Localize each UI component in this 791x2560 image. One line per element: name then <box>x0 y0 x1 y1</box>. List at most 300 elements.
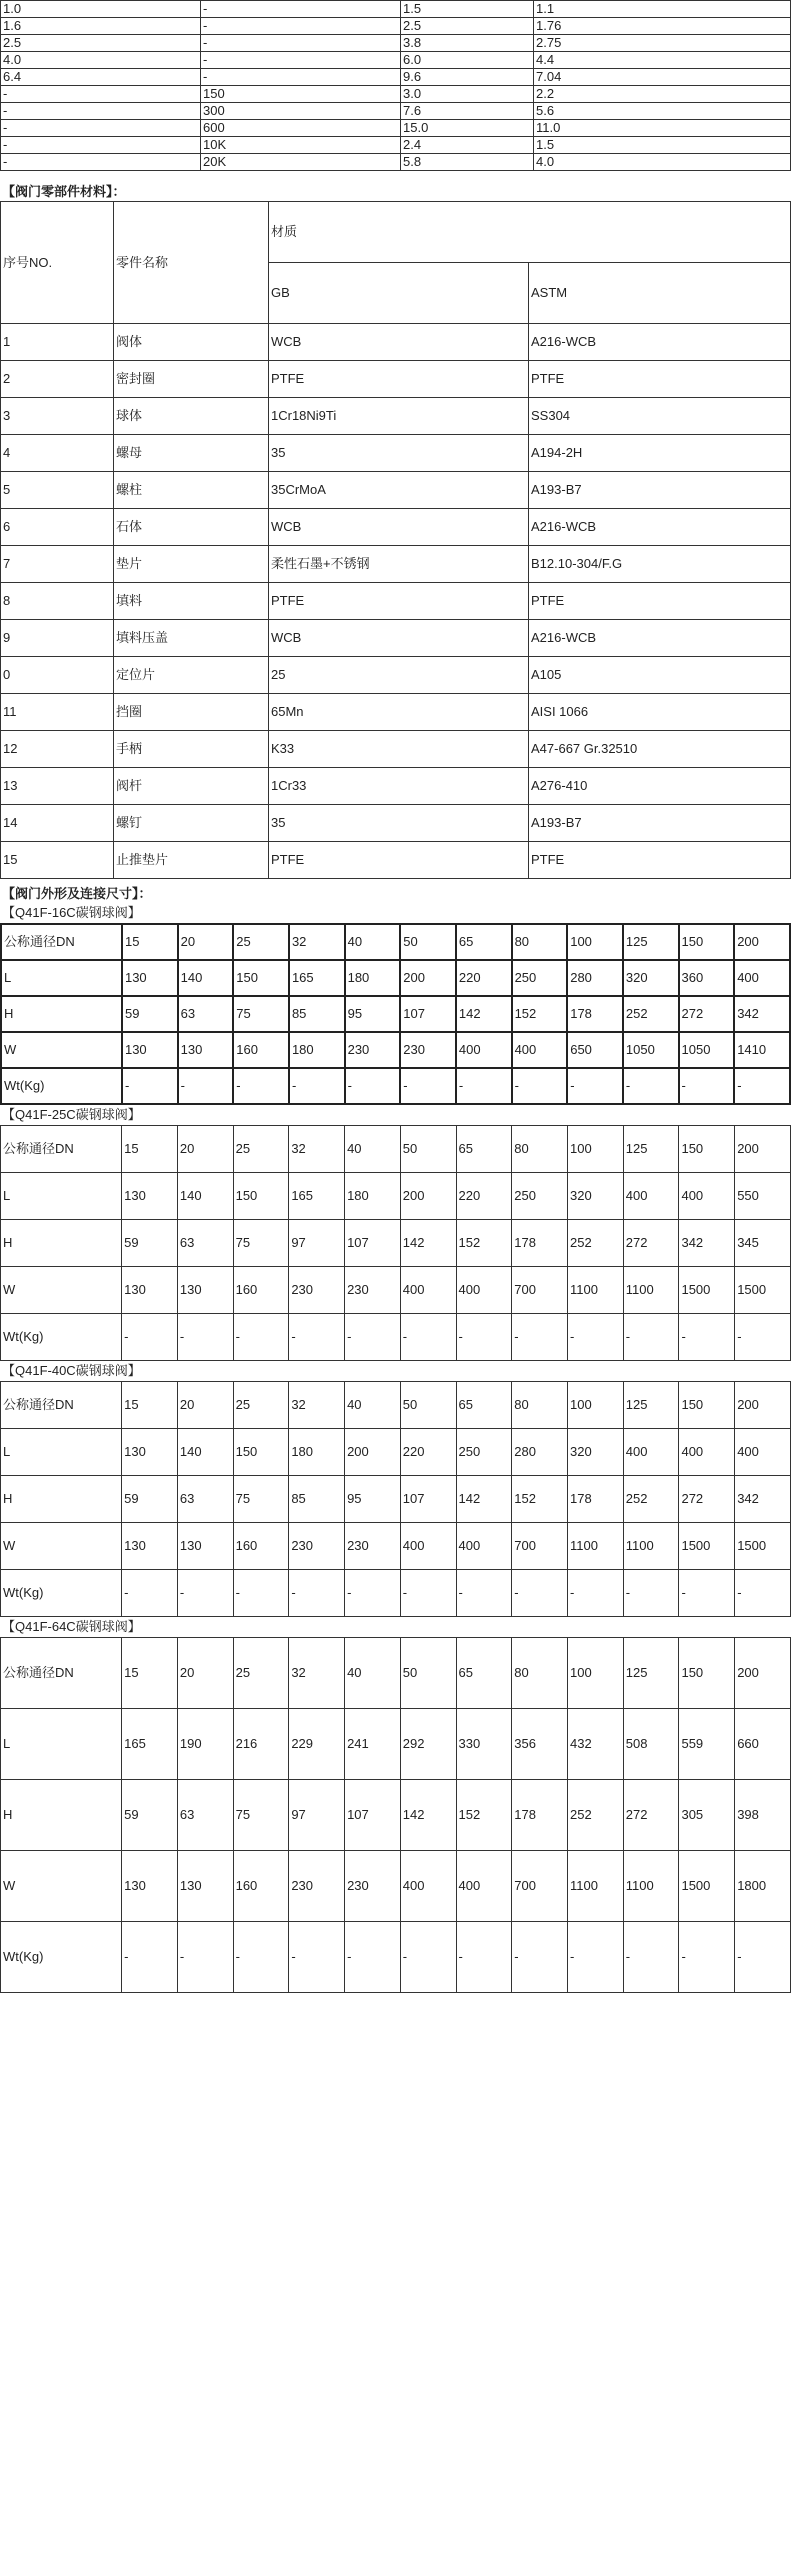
table-cell: 140 <box>178 960 234 996</box>
table-cell: - <box>568 1314 624 1361</box>
header-material: 材质 <box>269 202 791 263</box>
table-cell: 178 <box>568 1476 624 1523</box>
table-cell: 252 <box>623 996 679 1032</box>
table-cell: 7 <box>1 546 114 583</box>
table-cell: 107 <box>400 996 456 1032</box>
table-row <box>1 1068 790 1104</box>
table-cell: - <box>289 1922 345 1993</box>
table-cell: 3.0 <box>401 86 534 103</box>
material-row <box>1 842 791 879</box>
table-cell: 559 <box>679 1709 735 1780</box>
table-cell: 1.0 <box>1 1 201 18</box>
table-cell: 100 <box>568 1382 624 1429</box>
table-cell: A193-B7 <box>529 472 791 509</box>
table-row <box>1 1851 791 1922</box>
table-row <box>1 52 791 69</box>
table-cell: 1100 <box>568 1267 624 1314</box>
table-cell: 320 <box>623 960 679 996</box>
table-cell: 550 <box>735 1173 791 1220</box>
table-cell: K33 <box>269 731 529 768</box>
table-cell: 1.1 <box>534 1 791 18</box>
table-cell: 180 <box>289 1032 345 1068</box>
table-cell: 230 <box>345 1851 401 1922</box>
table-cell: - <box>201 52 401 69</box>
material-row <box>1 620 791 657</box>
table-cell: W <box>1 1267 122 1314</box>
table-cell: 125 <box>623 1382 679 1429</box>
table-row <box>1 1709 791 1780</box>
table-cell: H <box>1 1780 122 1851</box>
table-cell: 107 <box>400 1476 456 1523</box>
table-cell: 400 <box>623 1429 679 1476</box>
table-cell: 160 <box>233 1032 289 1068</box>
table-cell: 660 <box>735 1709 791 1780</box>
table-cell: 11.0 <box>534 120 791 137</box>
table-cell: - <box>177 1314 233 1361</box>
table-cell: 40 <box>345 1638 401 1709</box>
table-cell: 1.6 <box>1 18 201 35</box>
table-cell: PTFE <box>269 842 529 879</box>
table-cell: - <box>1 154 201 171</box>
table-cell: 152 <box>456 1220 512 1267</box>
table-cell: - <box>568 1570 624 1617</box>
table-cell: 1500 <box>679 1267 735 1314</box>
table-cell: 142 <box>456 1476 512 1523</box>
table-row <box>1 86 791 103</box>
table-cell: 305 <box>679 1780 735 1851</box>
table-cell: 130 <box>177 1267 233 1314</box>
table-row <box>1 924 790 960</box>
table-cell: 1100 <box>623 1523 679 1570</box>
table-cell: 230 <box>345 1032 401 1068</box>
table-cell: 400 <box>456 1851 512 1922</box>
table-cell: PTFE <box>269 583 529 620</box>
table-cell: 252 <box>623 1476 679 1523</box>
table-cell: 1Cr18Ni9Ti <box>269 398 529 435</box>
table-cell: 阀杆 <box>114 768 269 805</box>
table-cell: 35CrMoA <box>269 472 529 509</box>
table-cell: 1.5 <box>401 1 534 18</box>
table-cell: - <box>735 1922 791 1993</box>
materials-header-row <box>1 202 791 263</box>
table-cell: 400 <box>456 1523 512 1570</box>
table-cell: - <box>1 86 201 103</box>
table-cell: 230 <box>345 1523 401 1570</box>
table-cell: 15 <box>1 842 114 879</box>
table-cell: 165 <box>289 960 345 996</box>
table-cell: 180 <box>289 1429 345 1476</box>
table-cell: 2 <box>1 361 114 398</box>
material-row <box>1 731 791 768</box>
table-cell: - <box>289 1068 345 1104</box>
table-cell: 230 <box>400 1032 456 1068</box>
table-cell: 1500 <box>735 1267 791 1314</box>
table-cell: - <box>568 1922 624 1993</box>
table-cell: 25 <box>233 1126 289 1173</box>
table-cell: 200 <box>400 1173 456 1220</box>
table-cell: 142 <box>400 1780 456 1851</box>
table-row <box>1 35 791 52</box>
table-cell: - <box>177 1922 233 1993</box>
table-cell: 252 <box>568 1780 624 1851</box>
table-cell: L <box>1 960 122 996</box>
table-cell: - <box>178 1068 234 1104</box>
table-cell: 130 <box>122 960 178 996</box>
table-cell: 6.0 <box>401 52 534 69</box>
table-row <box>1 1429 791 1476</box>
table-cell: - <box>512 1068 568 1104</box>
table-cell: 40 <box>345 1126 401 1173</box>
table-row <box>1 960 790 996</box>
table-row <box>1 1570 791 1617</box>
table-cell: 165 <box>122 1709 178 1780</box>
table-cell: - <box>623 1570 679 1617</box>
table-cell: 100 <box>568 1126 624 1173</box>
table-cell: 5.6 <box>534 103 791 120</box>
table-cell: 35 <box>269 435 529 472</box>
table-cell: 密封圈 <box>114 361 269 398</box>
table-cell: H <box>1 996 122 1032</box>
table-cell: 400 <box>679 1429 735 1476</box>
table-cell: 1500 <box>679 1523 735 1570</box>
table-cell: 130 <box>122 1429 178 1476</box>
table-cell: A216-WCB <box>529 324 791 361</box>
material-row <box>1 398 791 435</box>
dimension-table-caption: 【Q41F-25C碳钢球阀】 <box>2 1107 141 1122</box>
table-cell: - <box>345 1570 401 1617</box>
table-cell: - <box>289 1314 345 1361</box>
table-cell: 190 <box>177 1709 233 1780</box>
table-cell: 178 <box>512 1220 568 1267</box>
table-cell: PTFE <box>529 583 791 620</box>
table-cell: WCB <box>269 509 529 546</box>
table-cell: - <box>512 1314 568 1361</box>
table-cell: 250 <box>456 1429 512 1476</box>
table-cell: 公称通径DN <box>1 1126 122 1173</box>
table-cell: 80 <box>512 1382 568 1429</box>
table-cell: L <box>1 1173 122 1220</box>
table-cell: 160 <box>233 1523 289 1570</box>
table-cell: B12.10-304/F.G <box>529 546 791 583</box>
table-cell: 20K <box>201 154 401 171</box>
table-cell: 280 <box>512 1429 568 1476</box>
table-cell: 40 <box>345 924 401 960</box>
table-cell: 432 <box>568 1709 624 1780</box>
table-cell: 1.5 <box>534 137 791 154</box>
table-cell: 球体 <box>114 398 269 435</box>
table-cell: 80 <box>512 1126 568 1173</box>
table-row <box>1 1267 791 1314</box>
table-cell: - <box>623 1314 679 1361</box>
table-cell: 150 <box>679 1126 735 1173</box>
table-row <box>1 1476 791 1523</box>
table-cell: 1100 <box>568 1851 624 1922</box>
table-row <box>1 1523 791 1570</box>
table-cell: 手柄 <box>114 731 269 768</box>
material-row <box>1 546 791 583</box>
table-row <box>1 1126 791 1173</box>
material-row <box>1 509 791 546</box>
table-cell: 300 <box>201 103 401 120</box>
table-cell: 63 <box>177 1220 233 1267</box>
dimension-table <box>0 1125 791 1361</box>
table-cell: 292 <box>400 1709 456 1780</box>
material-row <box>1 657 791 694</box>
table-cell: 140 <box>177 1429 233 1476</box>
table-cell: 2.5 <box>1 35 201 52</box>
table-cell: 150 <box>233 960 289 996</box>
table-cell: PTFE <box>529 361 791 398</box>
table-cell: 400 <box>456 1032 512 1068</box>
table-cell: 63 <box>177 1780 233 1851</box>
table-cell: 1 <box>1 324 114 361</box>
table-cell: - <box>345 1922 401 1993</box>
table-cell: - <box>679 1922 735 1993</box>
material-row <box>1 583 791 620</box>
table-cell: - <box>289 1570 345 1617</box>
table-cell: 400 <box>400 1851 456 1922</box>
material-row <box>1 805 791 842</box>
table-cell: 200 <box>345 1429 401 1476</box>
table-cell: - <box>1 120 201 137</box>
table-cell: 180 <box>345 1173 401 1220</box>
table-cell: 400 <box>623 1173 679 1220</box>
table-cell: 50 <box>400 1382 456 1429</box>
table-cell: 35 <box>269 805 529 842</box>
table-cell: 75 <box>233 1476 289 1523</box>
table-cell: 1800 <box>735 1851 791 1922</box>
table-cell: 130 <box>122 1032 178 1068</box>
table-cell: 定位片 <box>114 657 269 694</box>
material-row <box>1 472 791 509</box>
table-cell: 7.6 <box>401 103 534 120</box>
materials-table <box>0 201 791 879</box>
table-cell: 100 <box>567 924 623 960</box>
table-row <box>1 120 791 137</box>
table-cell: 85 <box>289 1476 345 1523</box>
table-cell: 220 <box>456 1173 512 1220</box>
table-cell: 柔性石墨+不锈钢 <box>269 546 529 583</box>
table-cell: - <box>512 1570 568 1617</box>
table-cell: 230 <box>345 1267 401 1314</box>
table-row <box>1 154 791 171</box>
table-cell: 20 <box>178 924 234 960</box>
table-cell: PTFE <box>529 842 791 879</box>
table-cell: 165 <box>289 1173 345 1220</box>
table-row <box>1 1032 790 1068</box>
table-cell: 178 <box>567 996 623 1032</box>
table-cell: 4.0 <box>1 52 201 69</box>
table-cell: H <box>1 1476 122 1523</box>
table-row <box>1 1382 791 1429</box>
table-cell: A276-410 <box>529 768 791 805</box>
table-cell: 97 <box>289 1220 345 1267</box>
table-cell: 14 <box>1 805 114 842</box>
table-cell: H <box>1 1220 122 1267</box>
table-cell: 公称通径DN <box>1 1382 122 1429</box>
header-gb: GB <box>269 263 529 324</box>
table-cell: Wt(Kg) <box>1 1922 122 1993</box>
table-cell: - <box>623 1922 679 1993</box>
table-cell: 59 <box>122 1220 178 1267</box>
table-cell: - <box>345 1314 401 1361</box>
table-cell: 20 <box>177 1638 233 1709</box>
table-cell: 5.8 <box>401 154 534 171</box>
table-cell: 400 <box>512 1032 568 1068</box>
table-cell: 152 <box>512 1476 568 1523</box>
table-cell: A194-2H <box>529 435 791 472</box>
table-cell: 65 <box>456 1382 512 1429</box>
table-cell: 508 <box>623 1709 679 1780</box>
table-cell: 50 <box>400 924 456 960</box>
table-cell: 止推垫片 <box>114 842 269 879</box>
header-name: 零件名称 <box>114 202 269 324</box>
table-cell: - <box>122 1068 178 1104</box>
table-cell: 2.75 <box>534 35 791 52</box>
table-cell: 700 <box>512 1851 568 1922</box>
table-cell: 32 <box>289 924 345 960</box>
table-cell: 216 <box>233 1709 289 1780</box>
table-cell: AISI 1066 <box>529 694 791 731</box>
table-cell: Wt(Kg) <box>1 1314 122 1361</box>
table-cell: 250 <box>512 1173 568 1220</box>
table-cell: 1100 <box>568 1523 624 1570</box>
table-cell: A193-B7 <box>529 805 791 842</box>
table-cell: - <box>122 1922 178 1993</box>
table-cell: 160 <box>233 1851 289 1922</box>
table-cell: 12 <box>1 731 114 768</box>
table-cell: - <box>1 103 201 120</box>
dimensions-title: 【阀门外形及连接尺寸】： <box>2 886 152 901</box>
table-cell: 130 <box>122 1173 178 1220</box>
table-cell: 1Cr33 <box>269 768 529 805</box>
table-cell: W <box>1 1032 122 1068</box>
table-row <box>1 1780 791 1851</box>
table-cell: 4.0 <box>534 154 791 171</box>
table-cell: 130 <box>122 1523 178 1570</box>
table-cell: 3 <box>1 398 114 435</box>
table-cell: 700 <box>512 1523 568 1570</box>
table-cell: 2.5 <box>401 18 534 35</box>
material-row <box>1 361 791 398</box>
table-cell: 75 <box>233 1780 289 1851</box>
table-cell: 32 <box>289 1126 345 1173</box>
table-cell: 95 <box>345 996 401 1032</box>
table-cell: 32 <box>289 1638 345 1709</box>
table-cell: 142 <box>400 1220 456 1267</box>
table-cell: 330 <box>456 1709 512 1780</box>
pressure-table <box>0 0 791 171</box>
table-cell: 342 <box>679 1220 735 1267</box>
table-cell: - <box>122 1314 178 1361</box>
table-cell: - <box>679 1314 735 1361</box>
dimension-table <box>0 923 791 1105</box>
table-cell: 50 <box>400 1638 456 1709</box>
table-cell: 360 <box>679 960 735 996</box>
table-cell: - <box>400 1314 456 1361</box>
table-cell: 80 <box>512 924 568 960</box>
table-cell: 石体 <box>114 509 269 546</box>
table-cell: W <box>1 1851 122 1922</box>
table-cell: A47-667 Gr.32510 <box>529 731 791 768</box>
table-cell: 公称通径DN <box>1 1638 122 1709</box>
table-cell: 15 <box>122 1382 178 1429</box>
table-cell: - <box>512 1922 568 1993</box>
table-cell: 59 <box>122 1780 178 1851</box>
table-row <box>1 137 791 154</box>
table-cell: 650 <box>567 1032 623 1068</box>
table-row <box>1 996 790 1032</box>
table-cell: 63 <box>177 1476 233 1523</box>
table-cell: 130 <box>122 1851 178 1922</box>
table-cell: 95 <box>345 1476 401 1523</box>
table-row <box>1 1922 791 1993</box>
materials-title: 【阀门零部件材料】： <box>2 184 126 199</box>
table-cell: 6.4 <box>1 69 201 86</box>
table-cell: 垫片 <box>114 546 269 583</box>
table-cell: 400 <box>734 960 790 996</box>
table-cell: 填料 <box>114 583 269 620</box>
table-cell: 65 <box>456 1126 512 1173</box>
table-cell: 142 <box>456 996 512 1032</box>
table-cell: A216-WCB <box>529 509 791 546</box>
table-cell: 107 <box>345 1220 401 1267</box>
table-cell: 7.04 <box>534 69 791 86</box>
table-cell: 1410 <box>734 1032 790 1068</box>
table-cell: 220 <box>456 960 512 996</box>
table-cell: - <box>456 1570 512 1617</box>
table-cell: 75 <box>233 996 289 1032</box>
table-cell: 100 <box>568 1638 624 1709</box>
table-cell: 150 <box>233 1429 289 1476</box>
table-cell: - <box>456 1314 512 1361</box>
dimension-table <box>0 1637 791 1993</box>
table-cell: 25 <box>233 1382 289 1429</box>
table-cell: 200 <box>735 1126 791 1173</box>
table-cell: 螺柱 <box>114 472 269 509</box>
header-no: 序号NO. <box>1 202 114 324</box>
dimension-table-caption: 【Q41F-40C碳钢球阀】 <box>2 1363 141 1378</box>
table-cell: 200 <box>735 1382 791 1429</box>
table-cell: - <box>345 1068 401 1104</box>
table-row <box>1 1638 791 1709</box>
table-cell: W <box>1 1523 122 1570</box>
table-cell: - <box>400 1570 456 1617</box>
table-cell: 85 <box>289 996 345 1032</box>
table-cell: 130 <box>177 1523 233 1570</box>
table-cell: 356 <box>512 1709 568 1780</box>
table-cell: 400 <box>400 1267 456 1314</box>
table-cell: - <box>735 1570 791 1617</box>
materials-table-body <box>1 202 791 879</box>
material-row <box>1 324 791 361</box>
table-cell: 272 <box>623 1780 679 1851</box>
table-cell: 107 <box>345 1780 401 1851</box>
table-cell: 320 <box>568 1429 624 1476</box>
table-cell: 0 <box>1 657 114 694</box>
table-cell: 125 <box>623 1126 679 1173</box>
spacer <box>0 171 791 183</box>
dimension-table-caption: 【Q41F-16C碳钢球阀】 <box>2 905 141 920</box>
table-cell: - <box>201 35 401 52</box>
table-cell: Wt(Kg) <box>1 1570 122 1617</box>
table-cell: L <box>1 1429 122 1476</box>
table-cell: - <box>201 69 401 86</box>
table-row <box>1 69 791 86</box>
table-cell: 252 <box>568 1220 624 1267</box>
table-cell: 150 <box>201 86 401 103</box>
table-cell: 400 <box>679 1173 735 1220</box>
